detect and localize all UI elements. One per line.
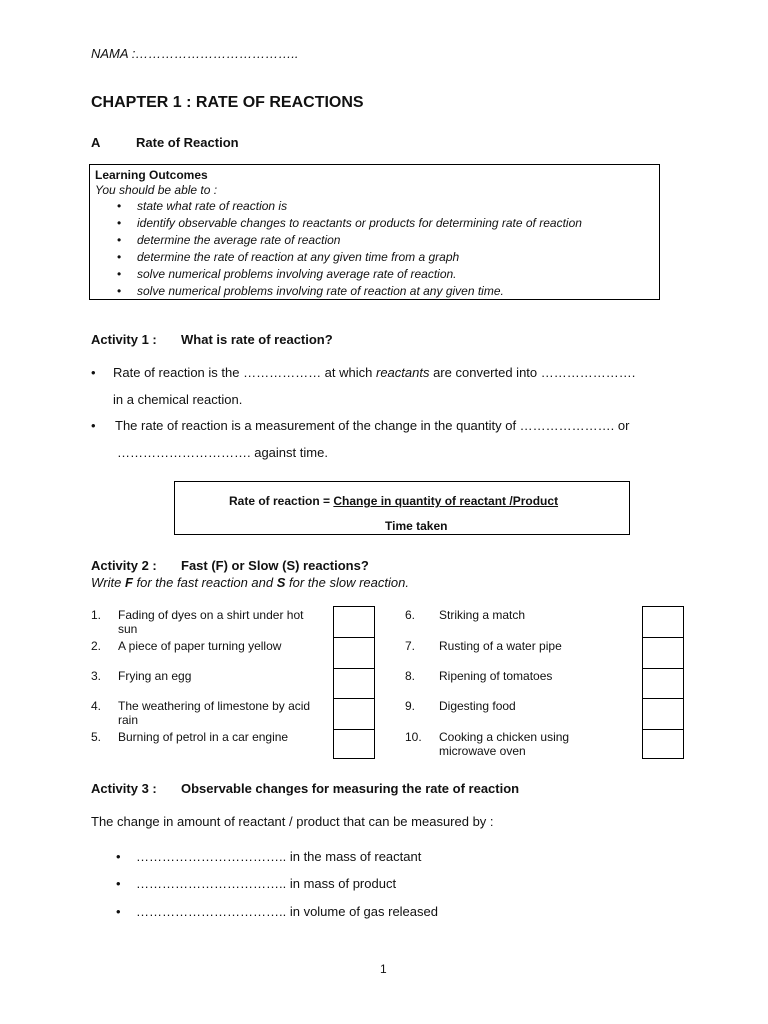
cell-divider [643, 698, 683, 699]
learning-outcomes-title: Learning Outcomes [95, 168, 208, 182]
item-number: 4. [91, 699, 102, 713]
learning-outcome-item: • state what rate of reaction is [95, 198, 659, 215]
item-number: 3. [91, 669, 102, 683]
activity3-title: Observable changes for measuring the rate of reaction [181, 781, 520, 796]
cell-divider [643, 668, 683, 669]
activity1-bullet2: The rate of reaction is a measurement of the change in the quantity of …………………. or [115, 418, 630, 433]
learning-outcome-item: • solve numerical problems involving rate of reaction at any given time. [95, 283, 659, 300]
activity2-label: Activity 2 : [91, 558, 157, 573]
reaction-item: Rusting of a water pipe [439, 639, 562, 653]
cell-divider [334, 698, 374, 699]
learning-outcome-item: • solve numerical problems involving average rate of reaction. [95, 266, 659, 283]
bullet-icon: • [91, 365, 96, 380]
bullet-icon: • [91, 418, 96, 433]
answer-column-right [642, 606, 684, 759]
reaction-item: Frying an egg [118, 669, 192, 683]
activity1-title: What is rate of reaction? [181, 332, 333, 347]
activity3-heading [91, 781, 519, 796]
bullet-icon: • [116, 849, 121, 864]
cell-divider [334, 668, 374, 669]
item-number: 7. [405, 639, 416, 653]
activity1-b1-part1: Rate of reaction is the ……………… at which [113, 365, 376, 380]
instr-f: F [124, 575, 133, 590]
formula-prefix: Rate of reaction = [229, 494, 334, 508]
cell-divider [334, 729, 374, 730]
formula-numerator: Change in quantity of reactant /Product [333, 494, 559, 508]
name-field-label: NAMA :……………………………….. [91, 46, 299, 61]
learning-outcomes-intro: You should be able to : [95, 183, 218, 197]
section-heading [91, 135, 239, 150]
reaction-item: Digesting food [439, 699, 516, 713]
activity1-b1-italic: reactants [375, 365, 430, 380]
activity2-instruction [91, 575, 409, 590]
reaction-item: Ripening of tomatoes [439, 669, 553, 683]
reaction-item: A piece of paper turning yellow [118, 639, 282, 653]
item-number: 8. [405, 669, 416, 683]
learning-outcome-item: • determine the rate of reaction at any given time from a graph [95, 249, 659, 266]
reaction-item: Striking a match [439, 608, 526, 622]
formula-line [229, 494, 558, 508]
activity3-item: …………………………….. in mass of product [136, 876, 397, 891]
item-number: 5. [91, 730, 102, 744]
reaction-item: Burning of petrol in a car engine [118, 730, 289, 744]
bullet-icon: • [116, 876, 121, 891]
reaction-item: Fading of dyes on a shirt under hot sun [118, 608, 304, 636]
section-title: Rate of Reaction [136, 135, 239, 150]
instr-part: Write [91, 575, 125, 590]
page-number: 1 [380, 962, 387, 976]
chapter-title: CHAPTER 1 : RATE OF REACTIONS [91, 94, 364, 111]
learning-outcomes-list [95, 198, 659, 300]
activity1-bullet2-cont: …………………………. against time. [117, 445, 328, 460]
learning-outcome-item: • identify observable changes to reactants or products for determining rate of reaction [95, 215, 659, 232]
activity1-bullet1 [113, 365, 635, 381]
item-number: 2. [91, 639, 102, 653]
activity1-label: Activity 1 : [91, 332, 157, 347]
item-number: 1. [91, 608, 102, 622]
answer-column-left [333, 606, 375, 759]
activity3-item: …………………………….. in the mass of reactant [136, 849, 422, 864]
activity3-item: …………………………….. in volume of gas released [136, 904, 438, 919]
cell-divider [643, 637, 683, 638]
activity3-label: Activity 3 : [91, 781, 157, 796]
activity1-bullet1-cont: in a chemical reaction. [113, 392, 243, 407]
activity1-heading [91, 332, 333, 347]
activity1-b1-part2: are converted into …………………. [429, 365, 636, 380]
section-letter: A [91, 135, 101, 150]
cell-divider [334, 637, 374, 638]
item-number: 6. [405, 608, 416, 622]
item-number: 10. [405, 730, 422, 744]
formula-box [174, 481, 630, 535]
learning-outcomes-box [89, 164, 660, 300]
activity2-title: Fast (F) or Slow (S) reactions? [181, 558, 369, 573]
bullet-icon: • [116, 904, 121, 919]
instr-s: S [276, 575, 286, 590]
reaction-item: The weathering of limestone by acid rain [118, 699, 311, 727]
learning-outcome-item: • determine the average rate of reaction [95, 232, 659, 249]
item-number: 9. [405, 699, 416, 713]
cell-divider [643, 729, 683, 730]
instr-part: for the slow reaction. [285, 575, 409, 590]
activity3-intro: The change in amount of reactant / product that can be measured by : [91, 814, 494, 829]
reaction-item: Cooking a chicken using microwave oven [439, 730, 570, 758]
instr-part: for the fast reaction and [132, 575, 277, 590]
activity2-heading [91, 558, 369, 573]
formula-denominator: Time taken [385, 519, 448, 533]
